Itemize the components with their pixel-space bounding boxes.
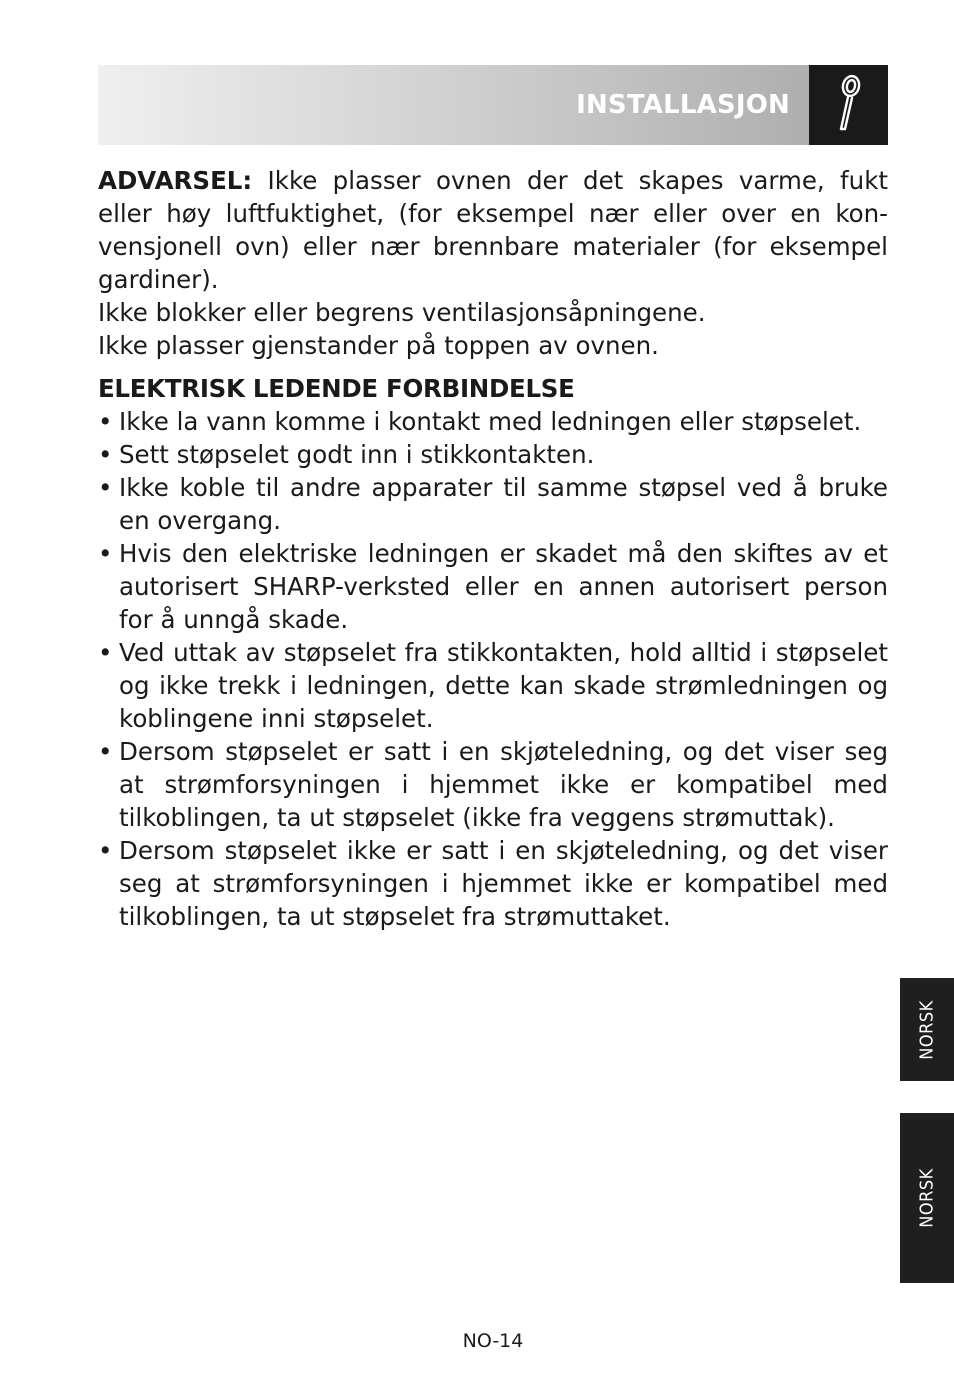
warning-label: ADVARSEL:	[98, 166, 253, 195]
page-number: NO-14	[462, 1330, 524, 1352]
header-icon-box	[809, 65, 888, 145]
section-heading-electrical: ELEKTRISK LEDENDE FORBINDELSE	[98, 374, 575, 403]
list-item: • Ved uttak av støpselet fra stikkontakten, hold alltid i støpselet og ikke trekk i ledningen, dette kan skade strømledningen og koblingene inni støpselet.	[98, 636, 888, 735]
list-item: • Hvis den elektriske ledningen er skadet må den skiftes av et autorisert SHARP-verksted eller en annen autorisert person for å unngå skade.	[98, 537, 888, 636]
warning-line-ventilation: Ikke blokker eller begrens ventilasjonsåpningene.	[98, 298, 706, 327]
warning-paragraph	[98, 164, 888, 296]
main-content	[98, 164, 888, 933]
list-item: • Ikke koble til andre apparater til samme støpsel ved å bruke en overgang.	[98, 471, 888, 537]
list-item: • Dersom støpselet ikke er satt i en skjøteledning, og det viser seg at strømforsyningen i hjemmet ikke er kompatibel med tilkoblingen, ta ut støpselet fra strømuttaket.	[98, 834, 888, 933]
list-item: • Ikke la vann komme i kontakt med ledningen eller støpselet.	[98, 405, 888, 438]
language-tab-label: NORSK	[916, 999, 938, 1060]
language-tab-norsk	[900, 978, 954, 1081]
language-tab-norsk-second	[900, 1113, 954, 1283]
list-item: • Sett støpselet godt inn i stikkontakten.	[98, 438, 888, 471]
section-header	[98, 65, 888, 145]
info-i-icon	[832, 73, 866, 137]
warning-line-top: Ikke plasser gjenstander på toppen av ovnen.	[98, 331, 659, 360]
list-item: • Dersom støpselet er satt i en skjøteledning, og det viser seg at strømforsyningen i hjemmet ikke er kompatibel med tilkoblingen, ta ut støpselet (ikke fra veggens strømuttak).	[98, 735, 888, 834]
bullet-list	[98, 405, 888, 933]
warning-text: Ikke plasser ovnen der det skapes varme, fukt eller høy luftfuktighet, (for eksempel nær eller over en konvensjonell ovn) eller nær brennbare materialer (for eksempel gardiner).	[98, 166, 888, 294]
section-title-installasjon: INSTALLASJON	[576, 90, 790, 120]
language-tab-label: NORSK	[916, 1168, 938, 1228]
